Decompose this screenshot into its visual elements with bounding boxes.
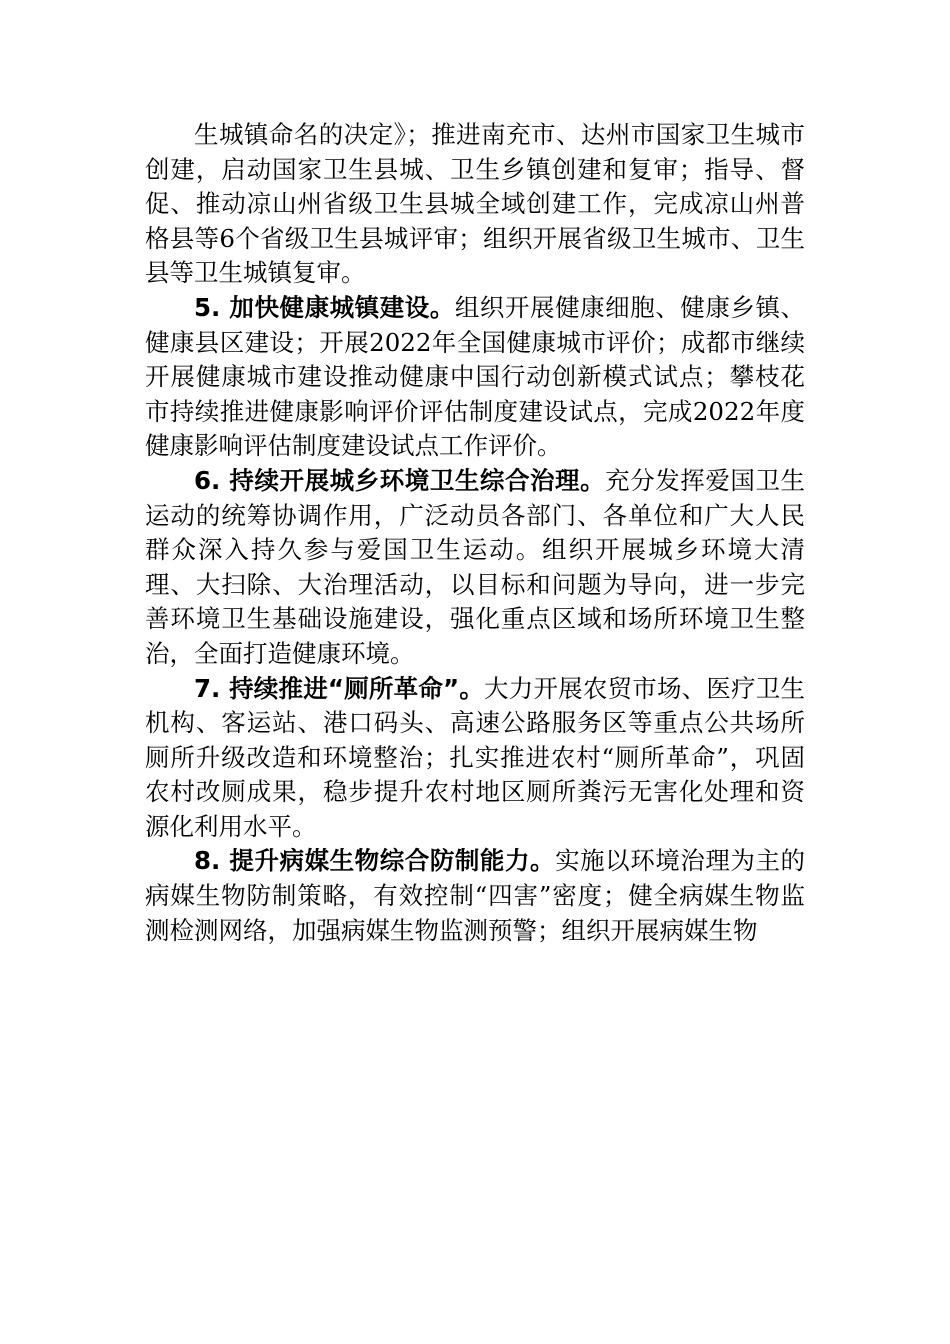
paragraph-heading: 7. 持续推进“厕所革命”。: [194, 673, 485, 703]
paragraph-continuation: [145, 118, 805, 291]
document-body: [145, 118, 805, 948]
paragraph-text: 充分发挥爱国卫生运动的统筹协调作用，广泛动员各部门、各单位和广大人民群众深入持久参与爱国卫生运动。组织开展城乡环境大清理、大扫除、大治理活动，以目标和问题为导向，进一步完善环境卫生基础设施建设，强化重点区域和场所环境卫生整治，全面打造健康环境。: [145, 465, 805, 668]
paragraph-text: 实施以环境治理为主的病媒生物防制策略，有效控制“四害”密度；健全病媒生物监测检测网络，加强病媒生物监测预警；组织开展病媒生物: [145, 846, 805, 945]
paragraph-6: [145, 464, 805, 672]
paragraph-text: 组织开展健康细胞、健康乡镇、健康县区建设；开展2022年全国健康城市评价；成都市继续开展健康城市建设推动健康中国行动创新模式试点；攀枝花市持续推进健康影响评价评估制度建设试点，完成2022年度健康影响评估制度建设试点工作评价。: [145, 292, 806, 461]
paragraph-heading: 5. 加快健康城镇建设。: [194, 292, 455, 322]
paragraph-8: [145, 844, 805, 948]
paragraph-text: 生城镇命名的决定》；推进南充市、达州市国家卫生城市创建，启动国家卫生县城、卫生乡镇创建和复审；指导、督促、推动凉山州省级卫生县城全域创建工作，完成凉山州普格县等6个省级卫生县城评审；组织开展省级卫生城市、卫生县等卫生城镇复审。: [145, 120, 805, 288]
paragraph-heading: 8. 提升病媒生物综合防制能力。: [194, 846, 556, 876]
paragraph-5: [145, 291, 805, 464]
paragraph-7: [145, 672, 805, 845]
paragraph-text: 大力开展农贸市场、医疗卫生机构、客运站、港口码头、高速公路服务区等重点公共场所厕所升级改造和环境整治；扎实推进农村“厕所革命”，巩固农村改厕成果，稳步提升农村地区厕所粪污无害化处理和资源化利用水平。: [145, 673, 805, 841]
paragraph-heading: 6. 持续开展城乡环境卫生综合治理。: [194, 465, 606, 495]
